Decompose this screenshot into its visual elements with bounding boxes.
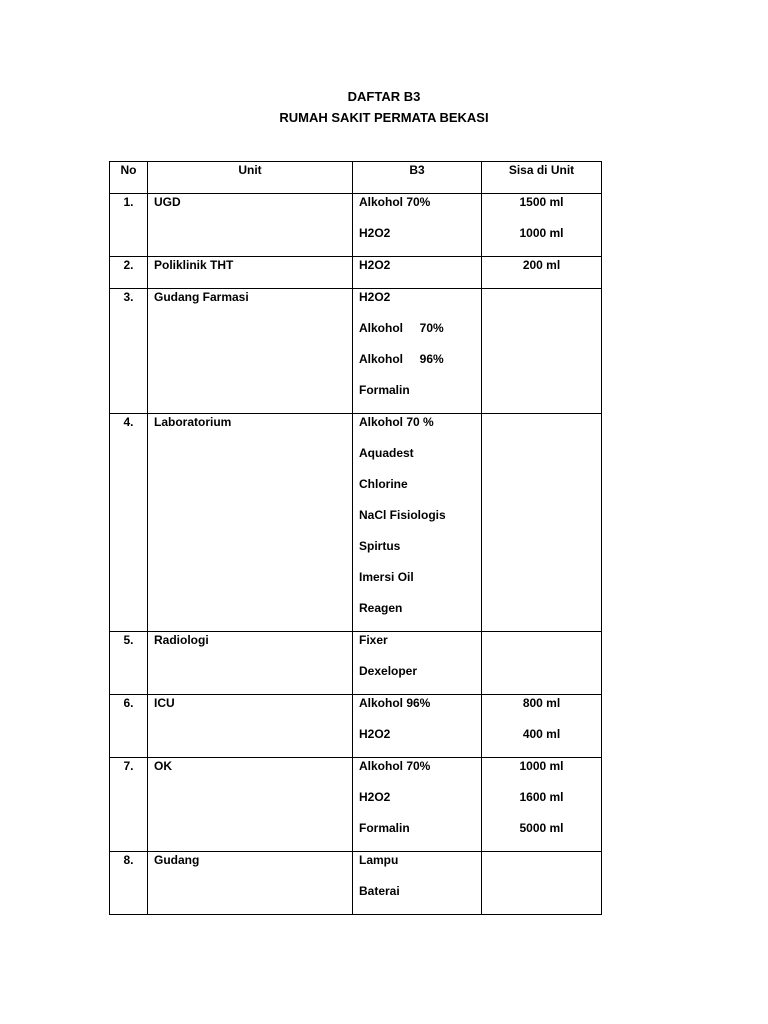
b3-item: H2O2 <box>359 290 391 304</box>
b3-item: Alkohol 96% <box>359 696 431 710</box>
sisa-value: 5000 ml <box>519 821 564 835</box>
b3-table <box>109 161 602 915</box>
b3-item: Formalin <box>359 821 410 835</box>
header-sisa: Sisa di Unit <box>482 162 602 194</box>
b3-item: Alkohol 70% <box>359 321 444 335</box>
cell-b3 <box>353 852 482 915</box>
b3-item: H2O2 <box>359 258 391 272</box>
b3-item: Alkohol 70% <box>359 195 431 209</box>
cell-no: 8. <box>110 852 148 915</box>
sisa-value: 1500 ml <box>519 195 564 209</box>
b3-item: Fixer <box>359 633 388 647</box>
cell-sisa <box>482 194 602 257</box>
document-subtitle: RUMAH SAKIT PERMATA BEKASI <box>279 110 489 125</box>
sisa-value <box>482 663 601 694</box>
sisa-value <box>482 445 601 476</box>
cell-unit: UGD <box>148 194 353 257</box>
b3-item: NaCl Fisiologis <box>359 508 446 522</box>
sisa-value <box>482 538 601 569</box>
table-row <box>110 257 602 289</box>
sisa-value: 200 ml <box>522 258 561 272</box>
sisa-value <box>482 289 601 320</box>
b3-item: Alkohol 70% <box>359 759 431 773</box>
cell-no: 2. <box>110 257 148 289</box>
cell-unit: Poliklinik THT <box>148 257 353 289</box>
sisa-value <box>482 320 601 351</box>
cell-no: 5. <box>110 632 148 695</box>
cell-b3 <box>353 257 482 289</box>
cell-unit: ICU <box>148 695 353 758</box>
sisa-value <box>482 351 601 382</box>
b3-item: H2O2 <box>359 727 391 741</box>
header-unit: Unit <box>148 162 353 194</box>
cell-unit: OK <box>148 758 353 852</box>
table-row <box>110 194 602 257</box>
table-row <box>110 632 602 695</box>
cell-b3 <box>353 695 482 758</box>
cell-sisa <box>482 632 602 695</box>
cell-b3 <box>353 632 482 695</box>
cell-no: 6. <box>110 695 148 758</box>
cell-sisa <box>482 852 602 915</box>
table-row <box>110 852 602 915</box>
sisa-value <box>482 852 601 883</box>
cell-sisa <box>482 289 602 414</box>
sisa-value: 800 ml <box>522 696 561 710</box>
sisa-value: 1000 ml <box>519 226 564 240</box>
b3-item: Reagen <box>359 601 403 615</box>
b3-item: Dexeloper <box>359 664 418 678</box>
b3-item: Alkohol 96% <box>359 352 444 366</box>
cell-unit: Gudang Farmasi <box>148 289 353 414</box>
cell-sisa <box>482 758 602 852</box>
b3-item: Imersi Oil <box>359 570 414 584</box>
header-b3: B3 <box>353 162 482 194</box>
sisa-value <box>482 476 601 507</box>
cell-no: 4. <box>110 414 148 632</box>
b3-item: H2O2 <box>359 790 391 804</box>
table-row <box>110 414 602 632</box>
b3-item: Alkohol 70 % <box>359 415 434 429</box>
sisa-value <box>482 600 601 631</box>
document-title: DAFTAR B3 <box>347 89 421 104</box>
cell-unit: Laboratorium <box>148 414 353 632</box>
sisa-value: 400 ml <box>522 727 561 741</box>
cell-sisa <box>482 695 602 758</box>
b3-item: Aquadest <box>359 446 414 460</box>
header-no: No <box>110 162 148 194</box>
cell-no: 3. <box>110 289 148 414</box>
b3-item: Lampu <box>359 853 399 867</box>
b3-item: H2O2 <box>359 226 391 240</box>
cell-b3 <box>353 758 482 852</box>
cell-unit: Radiologi <box>148 632 353 695</box>
cell-b3 <box>353 289 482 414</box>
cell-b3 <box>353 414 482 632</box>
sisa-value <box>482 569 601 600</box>
b3-item: Baterai <box>359 884 400 898</box>
table-row <box>110 758 602 852</box>
cell-sisa <box>482 414 602 632</box>
cell-unit: Gudang <box>148 852 353 915</box>
table-body <box>110 194 602 915</box>
cell-no: 1. <box>110 194 148 257</box>
b3-item: Chlorine <box>359 477 408 491</box>
table-row <box>110 289 602 414</box>
table-row <box>110 695 602 758</box>
sisa-value <box>482 632 601 663</box>
cell-sisa <box>482 257 602 289</box>
sisa-value: 1000 ml <box>519 759 564 773</box>
sisa-value <box>482 382 601 413</box>
sisa-value <box>482 883 601 914</box>
table-header-row <box>110 162 602 194</box>
b3-item: Spirtus <box>359 539 401 553</box>
b3-item: Formalin <box>359 383 410 397</box>
cell-no: 7. <box>110 758 148 852</box>
sisa-value <box>482 507 601 538</box>
sisa-value <box>482 414 601 445</box>
sisa-value: 1600 ml <box>519 790 564 804</box>
cell-b3 <box>353 194 482 257</box>
